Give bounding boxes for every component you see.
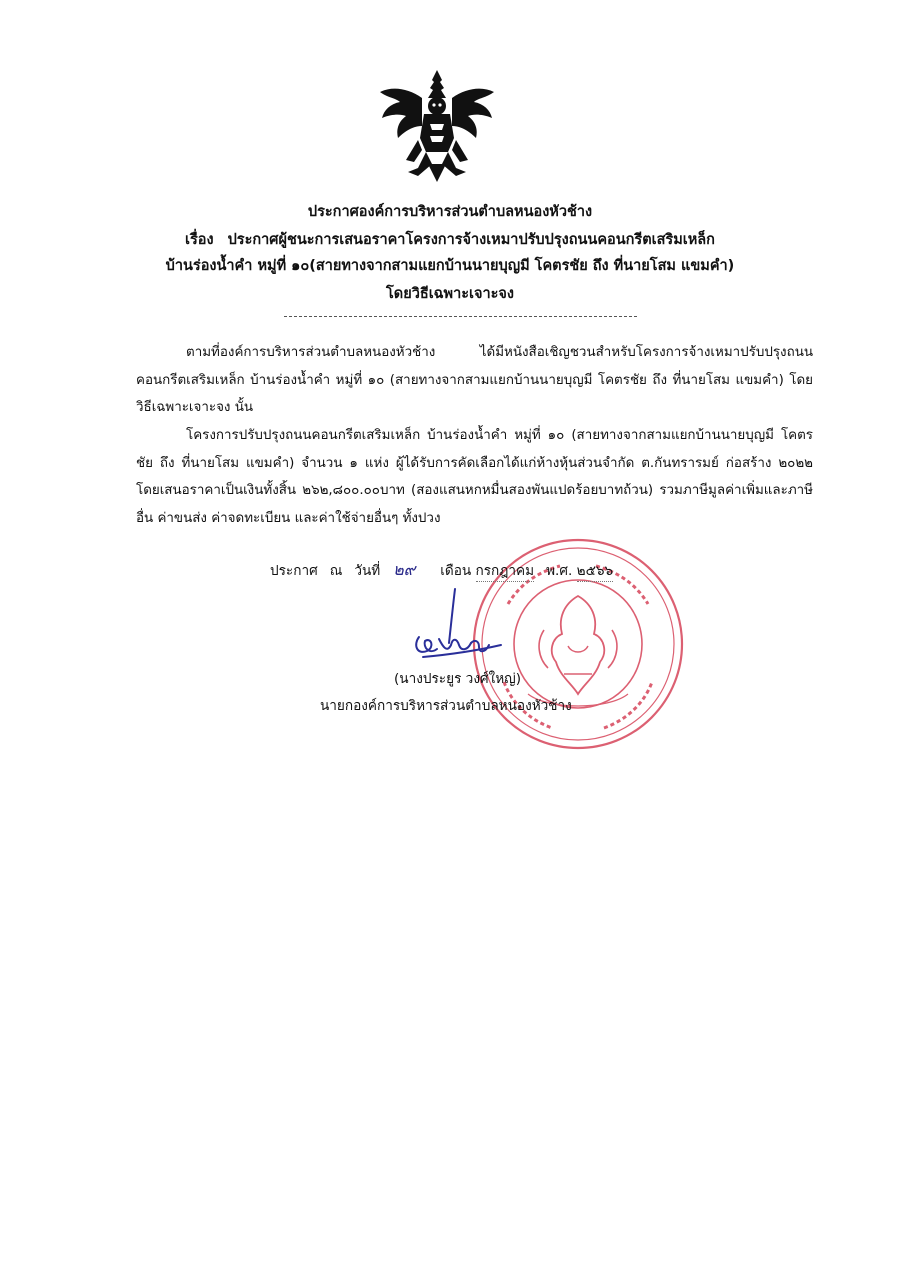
handwritten-signature (405, 585, 525, 665)
project-location-line: บ้านร่องน้ำคำ หมู่ที่ ๑๐(สายทางจากสามแยกบ้านนายบุญมี โคตรชัย ถึง ที่นายโสม แขมคำ) (165, 258, 735, 274)
handwritten-day: ๒๙ (393, 560, 416, 579)
month-value: กรกฎาคม (476, 559, 535, 582)
separator-line (284, 316, 637, 317)
year-value: ๒๕๖๖ (577, 559, 614, 582)
signer-name: (นางประยูร วงศ์ใหญ่) (394, 671, 522, 687)
announcement-date-line (270, 558, 613, 583)
paragraph-invitation: ตามที่องค์การบริหารส่วนตำบลหนองหัวช้าง ได้มีหนังสือเชิญชวนสำหรับโครงการจ้างเหมาปรับปรุงถนนคอนกรีตเสริมเหล็ก บ้านร่องน้ำคำ หมู่ที่ ๑๐ (สายทางจากสามแยกบ้านนายบุญมี โคตรชัย ถึง ที่นายโสม แขมคำ) โดยวิธีเฉพาะเจาะจง นั้น (136, 345, 813, 415)
subject-text: ประกาศผู้ชนะการเสนอราคาโครงการจ้างเหมาปรับปรุงถนนคอนกรีตเสริมเหล็ก (227, 232, 715, 248)
signer-position: นายกองค์การบริหารส่วนตำบลหนองหัวช้าง (320, 698, 572, 714)
subject-label: เรื่อง (185, 232, 214, 248)
procurement-method-line: โดยวิธีเฉพาะเจาะจง (386, 286, 514, 302)
announce-at: ณ (329, 563, 343, 579)
garuda-emblem (378, 68, 496, 186)
announce-label: ประกาศ (270, 563, 318, 579)
subject-line (0, 228, 900, 253)
paragraph-award: โครงการปรับปรุงถนนคอนกรีตเสริมเหล็ก บ้านร่องน้ำคำ หมู่ที่ ๑๐ (สายทางจากสามแยกบ้านนายบุญมี โคตรชัย ถึง ที่นายโสม แขมคำ) จำนวน ๑ แห่ง ผู้ได้รับการคัดเลือกได้แก่ห้างหุ้นส่วนจำกัด ต.กันทรารมย์ ก่อสร้าง ๒๐๒๒ โดยเสนอราคาเป็นเงินทั้งสิ้น ๒๖๒,๘๐๐.๐๐บาท (สองแสนหกหมื่นสองพันแปดร้อยบาทถ้วน) รวมภาษีมูลค่าเพิ่มและภาษีอื่น ค่าขนส่ง ค่าจดทะเบียน และค่าใช้จ่ายอื่นๆ ทั้งปวง (136, 428, 813, 526)
year-label: พ.ศ. (546, 563, 573, 579)
day-label: วันที่ (354, 563, 381, 579)
title-line: ประกาศองค์การบริหารส่วนตำบลหนองหัวช้าง (307, 204, 593, 220)
month-label: เดือน (440, 563, 472, 579)
